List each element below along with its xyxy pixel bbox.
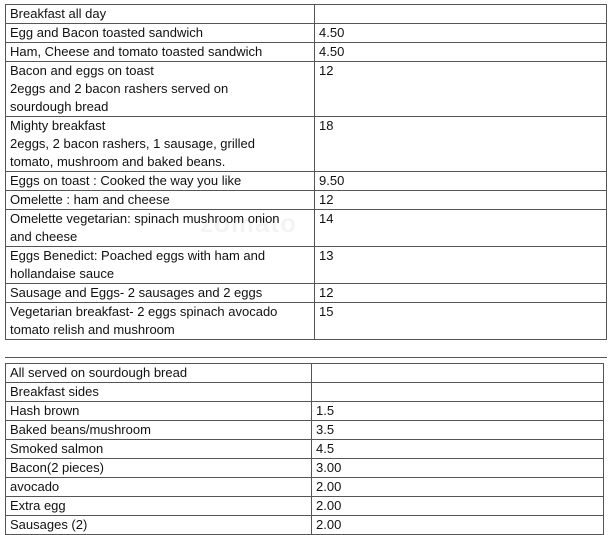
price-cell: 12 [315,62,607,117]
menu-item-cell: Breakfast all day [6,5,315,24]
menu-item-cell: avocado [6,478,312,497]
table-row [6,459,604,478]
menu-item-cell: Eggs on toast : Cooked the way you like [6,172,315,191]
price-cell: 12 [315,284,607,303]
price-cell: 9.50 [315,172,607,191]
table-row [6,117,607,172]
menu-item-cell: Extra egg [6,497,312,516]
price-cell: 2.00 [312,516,604,535]
table-row [6,497,604,516]
table-row [6,383,604,402]
table-row [6,247,607,284]
table-row [6,421,604,440]
price-cell [312,383,604,402]
table-row [6,62,607,117]
table-row [6,516,604,535]
price-cell: 15 [315,303,607,340]
table-row [6,5,607,24]
menu-item-cell: Omelette vegetarian: spinach mushroom onion and cheese [6,210,315,247]
table-row [6,210,607,247]
table-row [6,43,607,62]
price-cell: 1.5 [312,402,604,421]
price-cell [315,5,607,24]
menu-item-cell: Bacon(2 pieces) [6,459,312,478]
price-cell [312,364,604,383]
menu-item-cell: Ham, Cheese and tomato toasted sandwich [6,43,315,62]
table-row [6,303,607,340]
menu-item-cell: Smoked salmon [6,440,312,459]
table-row [6,440,604,459]
price-cell: 14 [315,210,607,247]
menu-item-cell: Vegetarian breakfast- 2 eggs spinach avocado tomato relish and mushroom [6,303,315,340]
table-row [6,284,607,303]
menu-item-cell: Omelette : ham and cheese [6,191,315,210]
table-row [6,364,604,383]
menu-item-cell: Hash brown [6,402,312,421]
menu-item-cell: Mighty breakfast 2eggs, 2 bacon rashers, 1 sausage, grilled tomato, mushroom and baked beans. [6,117,315,172]
table-row [6,191,607,210]
menu-item-cell: Eggs Benedict: Poached eggs with ham and hollandaise sauce [6,247,315,284]
menu-item-cell: Bacon and eggs on toast 2eggs and 2 bacon rashers served on sourdough bread [6,62,315,117]
menu-item-cell: Egg and Bacon toasted sandwich [6,24,315,43]
menu-item-cell: Sausages (2) [6,516,312,535]
price-cell: 12 [315,191,607,210]
price-cell: 3.5 [312,421,604,440]
price-cell: 4.50 [315,24,607,43]
price-cell: 13 [315,247,607,284]
table-row [6,478,604,497]
table-row [6,172,607,191]
price-cell: 4.50 [315,43,607,62]
breakfast-sides-table [5,363,604,535]
menu-item-cell: All served on sourdough bread [6,364,312,383]
table-row [6,402,604,421]
breakfast-menu-table [5,4,607,340]
price-cell: 4.5 [312,440,604,459]
table-divider [5,353,607,358]
table-row [6,24,607,43]
menu-item-cell: Breakfast sides [6,383,312,402]
price-cell: 2.00 [312,478,604,497]
price-cell: 2.00 [312,497,604,516]
menu-item-cell: Sausage and Eggs- 2 sausages and 2 eggs [6,284,315,303]
price-cell: 18 [315,117,607,172]
price-cell: 3.00 [312,459,604,478]
menu-item-cell: Baked beans/mushroom [6,421,312,440]
